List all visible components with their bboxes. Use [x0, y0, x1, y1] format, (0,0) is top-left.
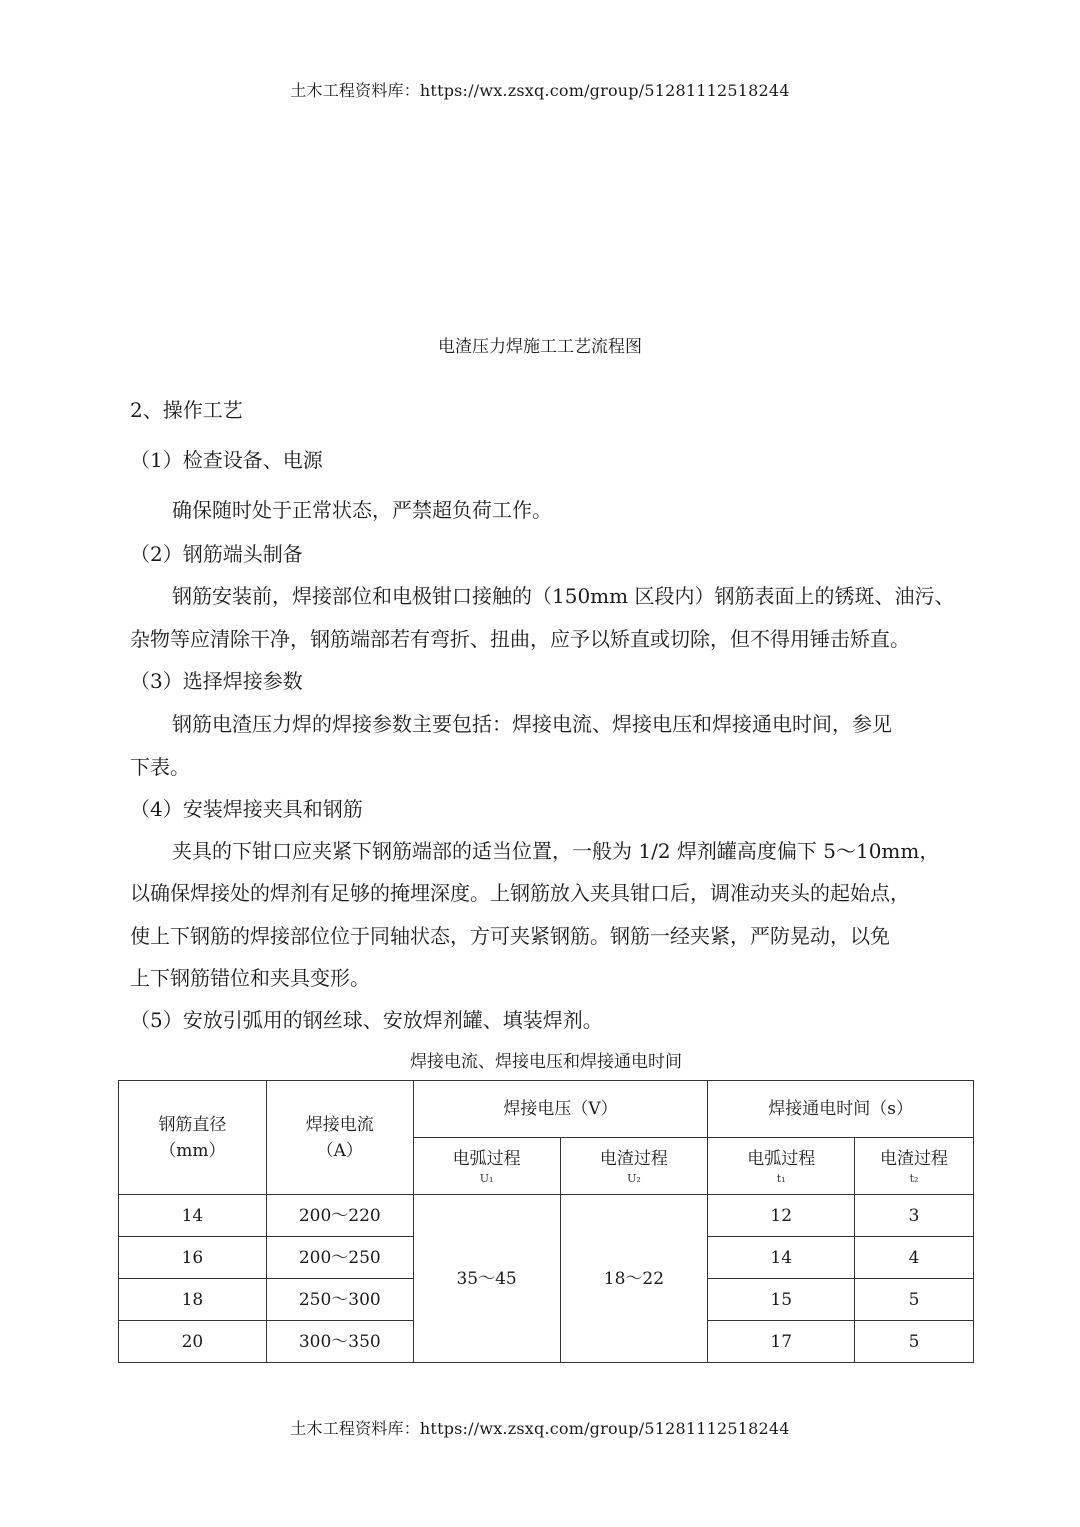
- item-3-line-2: 下表。: [130, 755, 190, 779]
- cell-arc-voltage: 35～45: [413, 1195, 560, 1363]
- item-1-heading: （1）检查设备、电源: [130, 448, 323, 472]
- cell-current: 200～250: [266, 1237, 413, 1279]
- cell-slag-time: 3: [855, 1195, 974, 1237]
- cell-arc-time: 12: [708, 1195, 855, 1237]
- header-voltage: 焊接电压（V）: [413, 1081, 708, 1138]
- item-3-heading: （3）选择焊接参数: [130, 669, 303, 693]
- header-current-label: 焊接电流: [305, 1114, 374, 1135]
- header-time: 焊接通电时间（s）: [708, 1081, 974, 1138]
- header-slag-voltage-symbol: U₂: [627, 1172, 641, 1185]
- cell-slag-time: 5: [855, 1321, 974, 1363]
- cell-current: 300～350: [266, 1321, 413, 1363]
- item-4-line-2: 以确保焊接处的焊剂有足够的掩埋深度。上钢筋放入夹具钳口后，调准动夹头的起始点，: [130, 881, 910, 905]
- header-arc-time-symbol: t₁: [776, 1172, 786, 1185]
- welding-parameters-table: [118, 1080, 974, 1363]
- cell-slag-voltage: 18～22: [560, 1195, 708, 1363]
- header-slag-voltage-label: 电渣过程: [599, 1149, 668, 1169]
- item-5-heading: （5）安放引弧用的钢丝球、安放焊剂罐、填装焊剂。: [130, 1008, 603, 1032]
- figure-caption: 电渣压力焊施工工艺流程图: [438, 337, 642, 357]
- cell-current: 250～300: [266, 1279, 413, 1321]
- cell-slag-time: 5: [855, 1279, 974, 1321]
- item-3-line-1: 钢筋电渣压力焊的焊接参数主要包括：焊接电流、焊接电压和焊接通电时间，参见: [172, 712, 892, 736]
- cell-diameter: 16: [119, 1237, 267, 1279]
- item-2-line-2: 杂物等应清除干净，钢筋端部若有弯折、扭曲，应予以矫直或切除，但不得用锤击矫直。: [130, 627, 910, 651]
- header-arc-voltage-symbol: U₁: [479, 1172, 494, 1185]
- header-arc-voltage: [413, 1138, 560, 1195]
- header-diameter-unit: （mm）: [159, 1140, 226, 1161]
- cell-slag-time: 4: [855, 1237, 974, 1279]
- cell-diameter: 20: [119, 1321, 267, 1363]
- page-footer: 土木工程资料库：https://wx.zsxq.com/group/51281112518244: [290, 1419, 790, 1438]
- table-row: [119, 1195, 974, 1237]
- header-arc-time: [708, 1138, 855, 1195]
- header-arc-voltage-label: 电弧过程: [452, 1149, 521, 1169]
- item-4-heading: （4）安装焊接夹具和钢筋: [130, 797, 363, 821]
- header-slag-time: [855, 1138, 974, 1195]
- header-diameter-label: 钢筋直径: [158, 1114, 227, 1135]
- header-slag-voltage: [560, 1138, 708, 1195]
- item-1-line-1: 确保随时处于正常状态，严禁超负荷工作。: [172, 498, 552, 522]
- item-2-heading: （2）钢筋端头制备: [130, 542, 303, 566]
- item-2-line-1: 钢筋安装前，焊接部位和电极钳口接触的（150mm 区段内）钢筋表面上的锈斑、油污、: [172, 584, 955, 608]
- header-slag-time-symbol: t₂: [909, 1172, 919, 1185]
- cell-arc-time: 17: [708, 1321, 855, 1363]
- header-arc-time-label: 电弧过程: [747, 1149, 816, 1169]
- cell-current: 200～220: [266, 1195, 413, 1237]
- header-current-unit: （A）: [316, 1140, 363, 1161]
- table-caption: 焊接电流、焊接电压和焊接通电时间: [410, 1052, 682, 1072]
- item-4-line-1: 夹具的下钳口应夹紧下钢筋端部的适当位置，一般为 1/2 焊剂罐高度偏下 5～10mm，: [172, 839, 940, 863]
- header-slag-time-label: 电渣过程: [880, 1149, 949, 1169]
- header-current: [266, 1081, 413, 1195]
- page-header: 土木工程资料库：https://wx.zsxq.com/group/51281112518244: [290, 81, 790, 100]
- cell-diameter: 14: [119, 1195, 267, 1237]
- item-4-line-3: 使上下钢筋的焊接部位位于同轴状态，方可夹紧钢筋。钢筋一经夹紧，严防晃动，以免: [130, 924, 890, 948]
- cell-arc-time: 15: [708, 1279, 855, 1321]
- item-4-line-4: 上下钢筋错位和夹具变形。: [130, 966, 370, 990]
- cell-arc-time: 14: [708, 1237, 855, 1279]
- section-title: 2、操作工艺: [130, 398, 243, 422]
- header-diameter: [119, 1081, 267, 1195]
- cell-diameter: 18: [119, 1279, 267, 1321]
